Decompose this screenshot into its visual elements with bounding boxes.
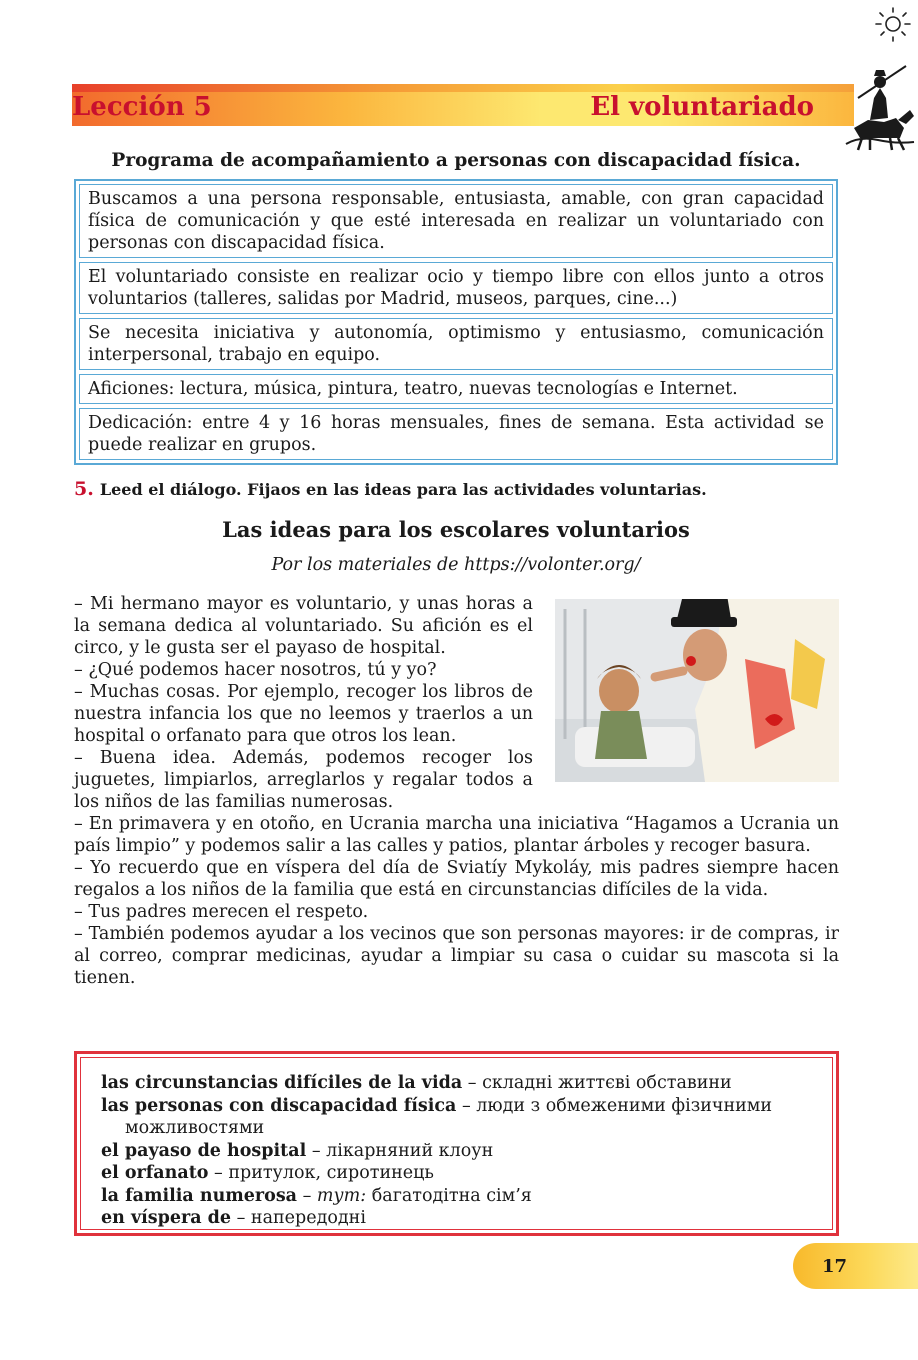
program-title: Programa de acompañamiento a personas con discapacidad física. bbox=[111, 150, 801, 171]
vocab-translation: багатодітна сім’я bbox=[371, 1185, 532, 1206]
ad-row: Dedicación: entre 4 y 16 horas mensuales, fines de semana. Esta actividad se puede realizar en grupos. bbox=[79, 408, 833, 460]
sun-icon bbox=[872, 4, 914, 46]
dialogue-line: – ¿Qué podemos hacer nosotros, tú y yo? bbox=[74, 660, 437, 680]
don-quixote-icon bbox=[840, 58, 918, 154]
vocab-term: la familia numerosa bbox=[101, 1185, 298, 1206]
dialogue-line: – Tus padres merecen el respeto. bbox=[74, 902, 369, 922]
vocab-translation-continued: можливостями bbox=[125, 1118, 265, 1138]
dialogue-text bbox=[74, 593, 839, 989]
dialogue-line: – Yo recuerdo que en víspera del día de Sviatíy Mykoláy, mis padres siempre hacen regalos a los niños de la familia que está en circunstancias difíciles de la vida. bbox=[74, 858, 839, 900]
vocab-translation: люди з обмеженими фізичними bbox=[476, 1095, 773, 1116]
vocab-term: las circunstancias difíciles de la vida bbox=[101, 1073, 463, 1093]
ad-row: El voluntariado consiste en realizar ocio y tiempo libre con ellos junto a otros voluntarios (talleres, salidas por Madrid, museos, parques, cine...) bbox=[79, 262, 833, 314]
task-number: 5. bbox=[74, 478, 94, 500]
vocab-entry: las personas con discapacidad física – люди з обмеженими фізичними bbox=[101, 1095, 773, 1116]
vocab-entry: las circunstancias difíciles de la vida – складні життєві обставини bbox=[101, 1073, 732, 1093]
vocab-translation: складні життєві обставини bbox=[482, 1073, 732, 1093]
page-number-tab bbox=[793, 1243, 918, 1289]
dialogue-line: – Muchas cosas. Por ejemplo, recoger los libros de nuestra infancia los que no leemos y traerlos a un hospital o orfanato para que otros los lean. bbox=[74, 682, 533, 746]
article-title: Las ideas para los escolares voluntarios bbox=[222, 517, 690, 542]
task-text: Leed el diálogo. Fijaos en las ideas para las actividades voluntarias. bbox=[99, 480, 707, 499]
ad-row: Se necesita iniciativa y autonomía, optimismo y entusiasmo, comunicación interpersonal, trabajo en equipo. bbox=[79, 318, 833, 370]
dialogue-line: – También podemos ayudar a los vecinos que son personas mayores: ir de compras, ir al correo, comprar medicinas, ayudar a limpiar su casa o cuidar su mascota si la tienen. bbox=[74, 924, 839, 988]
dialogue-line: – En primavera y en otoño, en Ucrania marcha una iniciativa “Hagamos a Ucrania un país limpio” y podemos salir a las calles y patios, plantar árboles y recoger basura. bbox=[74, 814, 839, 856]
dialogue-line: – Mi hermano mayor es voluntario, y unas horas a la semana dedica al voluntariado. Su afición es el circo, y le gusta ser el payaso de hospital. bbox=[74, 594, 533, 658]
article-source: Por los materiales de https://volonter.org/ bbox=[271, 555, 641, 575]
vocab-entry: el orfanato – притулок, сиротинець bbox=[101, 1163, 434, 1183]
vocab-term: el orfanato bbox=[101, 1163, 209, 1183]
vocab-translation: притулок, сиротинець bbox=[228, 1163, 434, 1183]
lesson-number: Lección 5 bbox=[72, 92, 212, 122]
ad-row: Aficiones: lectura, música, pintura, teatro, nuevas tecnologías e Internet. bbox=[79, 374, 833, 404]
vocab-entry: en víspera de – напередодні bbox=[101, 1208, 366, 1228]
vocab-entry: la familia numerosa – тут: багатодітна сім’я bbox=[101, 1185, 532, 1206]
program-ad-box bbox=[74, 179, 838, 465]
vocab-term: en víspera de bbox=[101, 1208, 232, 1228]
lesson-title: El voluntariado bbox=[590, 92, 814, 122]
clown-doctor-photo bbox=[555, 599, 839, 782]
vocab-translation: напередодні bbox=[250, 1208, 366, 1228]
page-number: 17 bbox=[822, 1256, 848, 1277]
vocab-note: тут: bbox=[316, 1185, 372, 1206]
vocab-entry: el payaso de hospital – лікарняний клоун bbox=[101, 1140, 494, 1161]
dialogue-line: – Buena idea. Además, podemos recoger los juguetes, limpiarlos, arreglarlos y regalar todos a los niños de las familias numerosas. bbox=[74, 748, 533, 812]
vocabulary-box bbox=[74, 1051, 839, 1236]
vocab-translation: лікарняний клоун bbox=[326, 1140, 494, 1161]
vocab-term: las personas con discapacidad física bbox=[101, 1095, 457, 1116]
task-instruction bbox=[74, 478, 707, 500]
ad-row: Buscamos a una persona responsable, entusiasta, amable, con gran capacidad física de comunicación y que esté interesada en realizar un voluntariado con personas con discapacidad física. bbox=[79, 184, 833, 258]
vocab-term: el payaso de hospital bbox=[101, 1140, 307, 1161]
